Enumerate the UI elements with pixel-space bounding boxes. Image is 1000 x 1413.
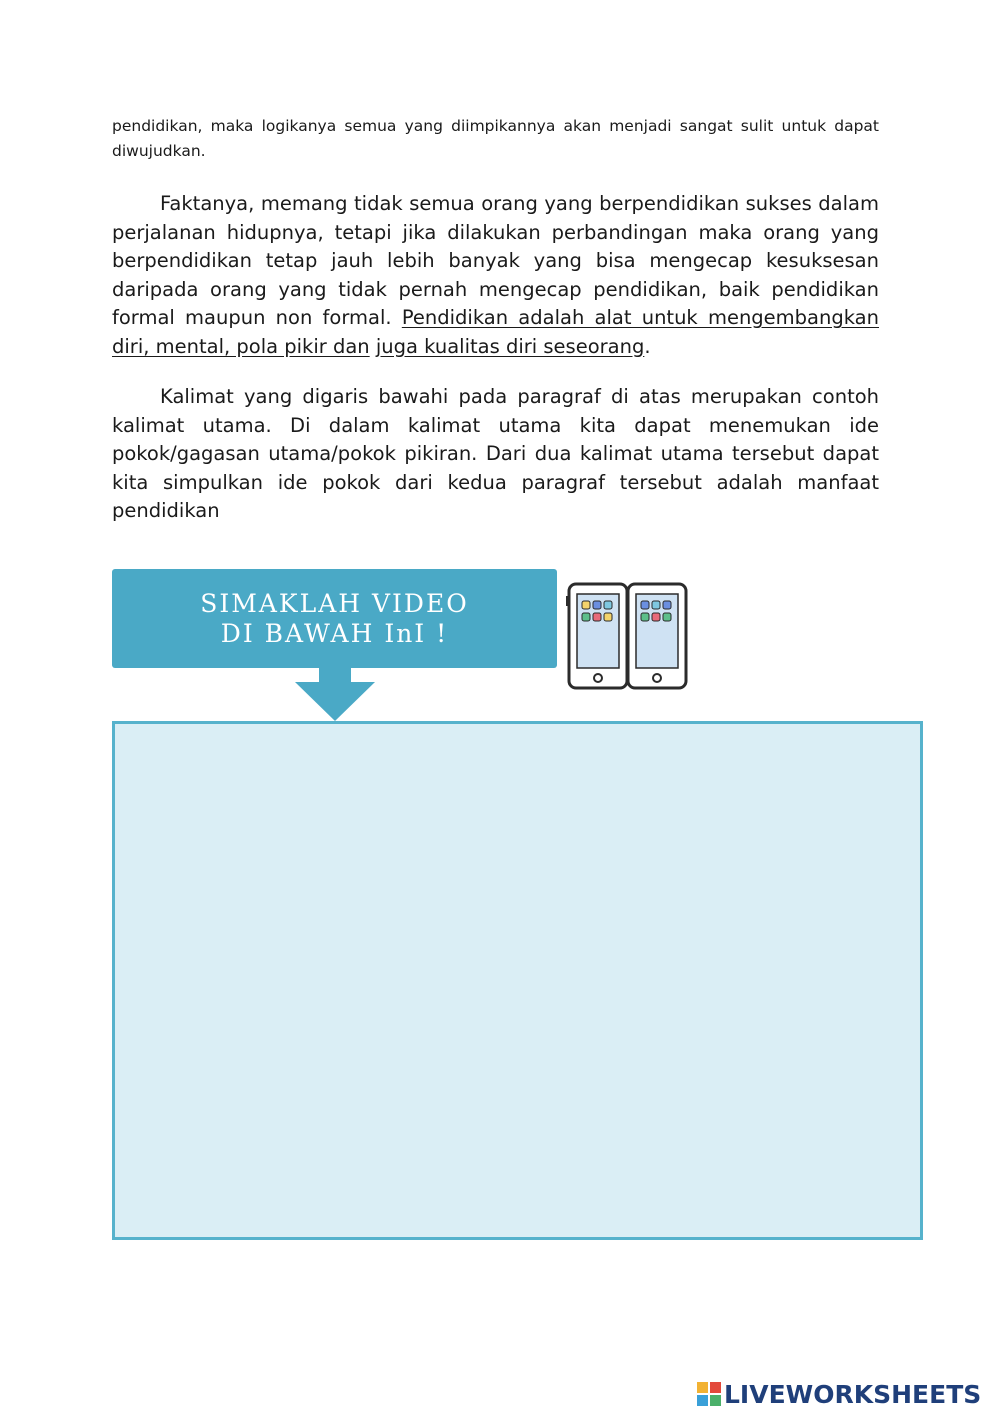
banner-line-2: DI BAWAH InI !: [220, 618, 449, 648]
video-embed-area[interactable]: [112, 721, 923, 1240]
paragraph-intro: pendidikan, maka logikanya semua yang diimpikannya akan menjadi sangat sulit untuk dapat diwujudkan.: [112, 117, 879, 160]
down-arrow-icon: [295, 668, 375, 723]
banner-line-1: SIMAKLAH VIDEO: [200, 588, 469, 618]
paragraph-explanation: Kalimat yang digaris bawahi pada paragraf di atas merupakan contoh kalimat utama. Di dalam kalimat utama kita dapat menemukan ide pokok/gagasan utama/pokok pikiran. Dari dua kalimat utama tersebut dapat kita simpulkan ide pokok dari kedua paragraf tersebut adalah manfaat pendidikan: [112, 385, 879, 522]
paragraph-facts: [112, 190, 879, 361]
liveworksheets-logo-icon: [697, 1382, 721, 1406]
paragraph-facts-end: .: [644, 334, 651, 358]
underlined-main-sentence-part-2: juga kualitas diri seseorang: [375, 334, 645, 358]
paragraph-facts-text: Faktanya, memang tidak semua orang yang berpendidikan sukses dalam perjalanan hidupnya, tetapi jika dilakukan perbandingan maka orang yang berpendidikan tetap jauh lebih banyak yang bisa mengecap kesuksesan daripada orang yang tidak pernah mengecap pendidikan, baik pendidikan formal maupun non formal.: [112, 192, 879, 329]
smartphones-icon: [565, 582, 691, 692]
liveworksheets-logo: [697, 1379, 981, 1409]
logo-text: LIVEWORKSHEETS: [724, 1379, 982, 1409]
watch-video-banner: [112, 569, 557, 668]
underlined-main-sentence-part-1: Pendidikan adalah alat untuk mengembangkan diri, mental, pola pikir dan: [112, 306, 879, 358]
